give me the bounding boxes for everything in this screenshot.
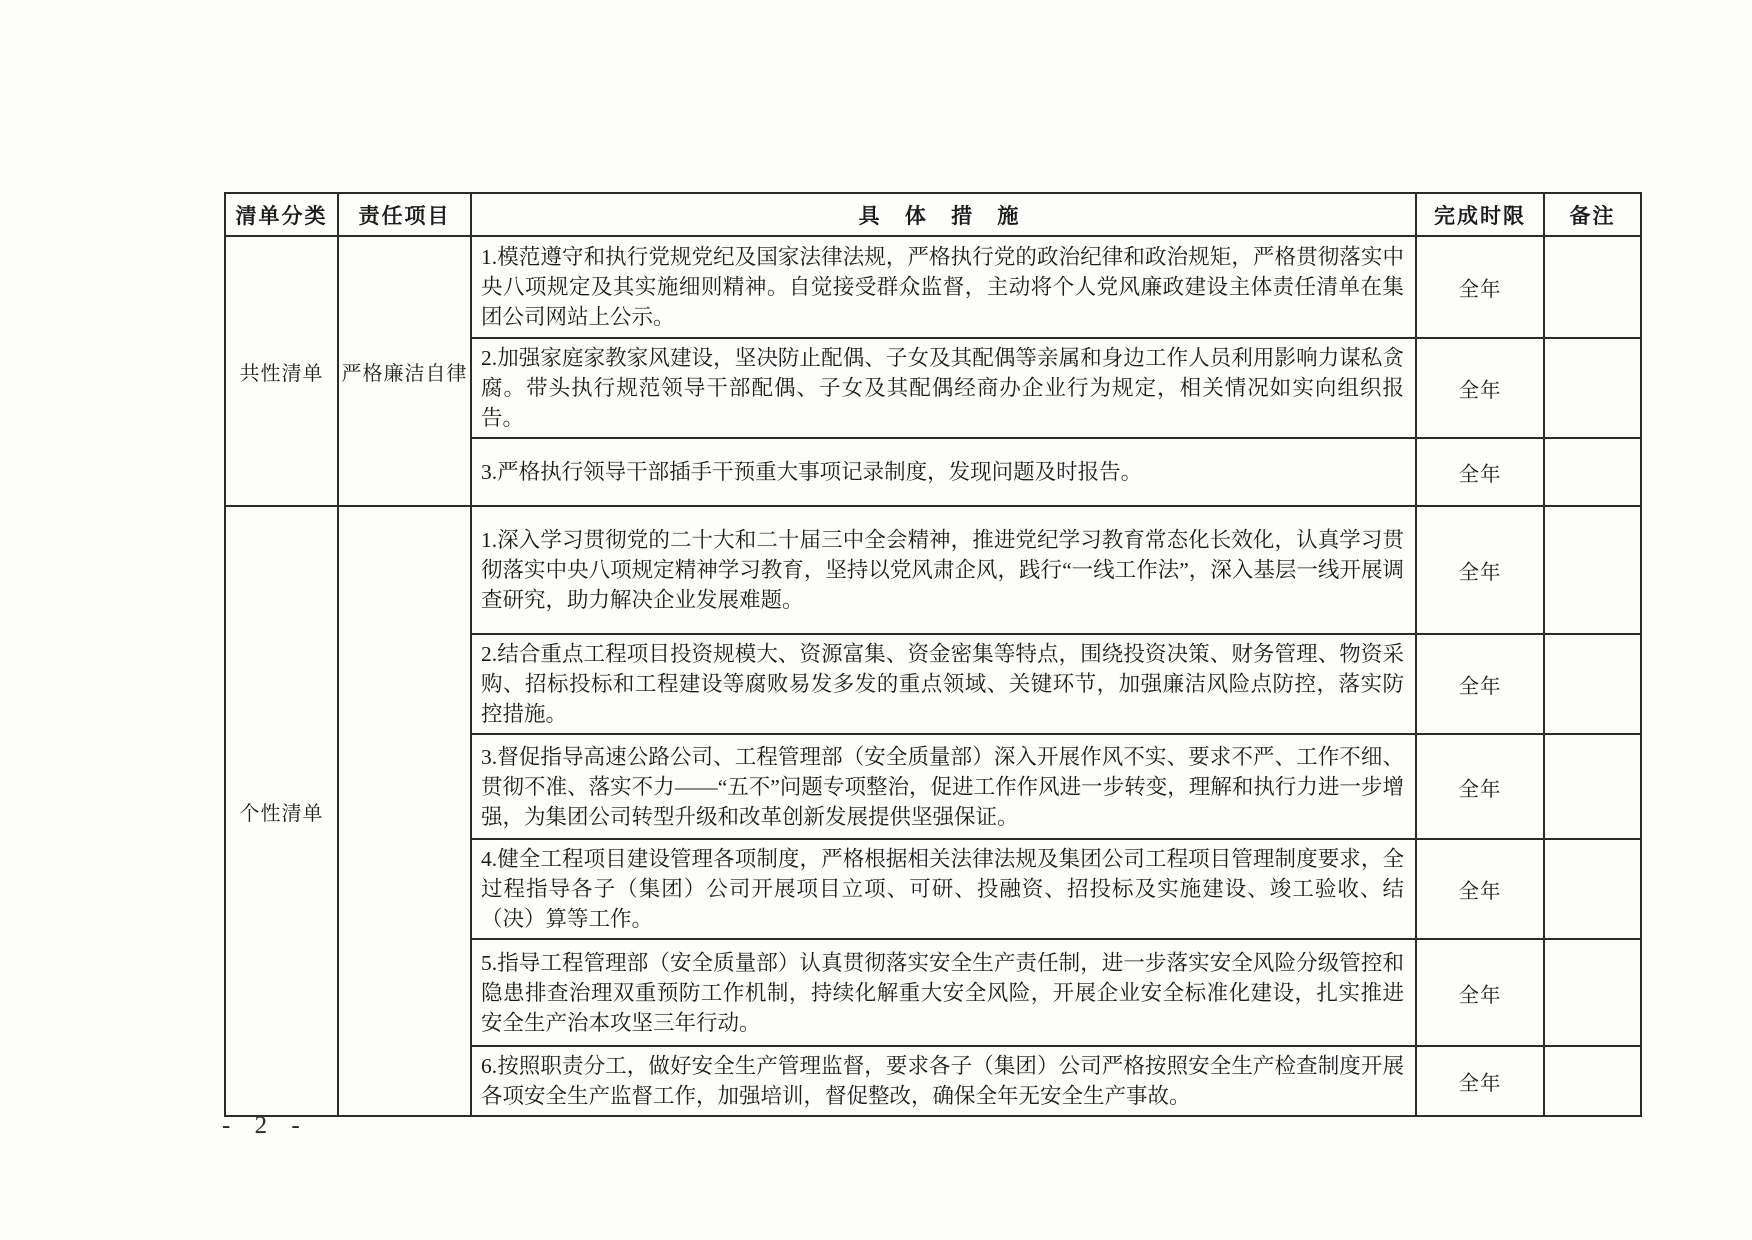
measure-cell: 3.严格执行领导干部插手干预重大事项记录制度，发现问题及时报告。 [471, 438, 1416, 506]
remark-cell [1544, 338, 1641, 438]
remark-cell [1544, 734, 1641, 839]
measure-cell: 2.结合重点工程项目投资规模大、资源富集、资金密集等特点，围绕投资决策、财务管理、物资采购、招标投标和工程建设等腐败易发多发的重点领域、关键环节，加强廉洁风险点防控，落实防控措施。 [471, 634, 1416, 734]
responsibility-list-table [224, 192, 1642, 1117]
measure-cell: 3.督促指导高速公路公司、工程管理部（安全质量部）深入开展作风不实、要求不严、工作不细、贯彻不准、落实不力——“五不”问题专项整治，促进工作作风进一步转变，理解和执行力进一步增强，为集团公司转型升级和改革创新发展提供坚强保证。 [471, 734, 1416, 839]
remark-cell [1544, 438, 1641, 506]
remark-cell [1544, 839, 1641, 939]
header-category: 清单分类 [225, 193, 338, 236]
remark-cell [1544, 236, 1641, 338]
project-cell-integrity: 严格廉洁自律 [338, 236, 471, 506]
table-row [225, 506, 1641, 634]
category-cell-individual: 个性清单 [225, 506, 338, 1116]
deadline-cell: 全年 [1416, 506, 1544, 634]
remark-cell [1544, 506, 1641, 634]
deadline-cell: 全年 [1416, 734, 1544, 839]
remark-cell [1544, 1046, 1641, 1116]
header-project: 责任项目 [338, 193, 471, 236]
category-cell-common: 共性清单 [225, 236, 338, 506]
page-number: - 2 - [222, 1112, 309, 1139]
deadline-cell: 全年 [1416, 338, 1544, 438]
remark-cell [1544, 634, 1641, 734]
header-remark: 备注 [1544, 193, 1641, 236]
table-row [225, 236, 1641, 338]
table-header-row [225, 193, 1641, 236]
project-cell-empty [338, 506, 471, 1116]
measure-cell: 5.指导工程管理部（安全质量部）认真贯彻落实安全生产责任制，进一步落实安全风险分级管控和隐患排查治理双重预防工作机制，持续化解重大安全风险，开展企业安全标准化建设，扎实推进安全生产治本攻坚三年行动。 [471, 939, 1416, 1046]
measure-cell: 4.健全工程项目建设管理各项制度，严格根据相关法律法规及集团公司工程项目管理制度要求，全过程指导各子（集团）公司开展项目立项、可研、投融资、招投标及实施建设、竣工验收、结（决）算等工作。 [471, 839, 1416, 939]
deadline-cell: 全年 [1416, 438, 1544, 506]
deadline-cell: 全年 [1416, 839, 1544, 939]
header-deadline: 完成时限 [1416, 193, 1544, 236]
measure-cell: 6.按照职责分工，做好安全生产管理监督，要求各子（集团）公司严格按照安全生产检查制度开展各项安全生产监督工作，加强培训，督促整改，确保全年无安全生产事故。 [471, 1046, 1416, 1116]
measure-cell: 2.加强家庭家教家风建设，坚决防止配偶、子女及其配偶等亲属和身边工作人员利用影响力谋私贪腐。带头执行规范领导干部配偶、子女及其配偶经商办企业行为规定，相关情况如实向组织报告。 [471, 338, 1416, 438]
remark-cell [1544, 939, 1641, 1046]
deadline-cell: 全年 [1416, 1046, 1544, 1116]
deadline-cell: 全年 [1416, 236, 1544, 338]
deadline-cell: 全年 [1416, 939, 1544, 1046]
header-measure: 具 体 措 施 [471, 193, 1416, 236]
deadline-cell: 全年 [1416, 634, 1544, 734]
measure-cell: 1.深入学习贯彻党的二十大和二十届三中全会精神，推进党纪学习教育常态化长效化，认真学习贯彻落实中央八项规定精神学习教育，坚持以党风肃企风，践行“一线工作法”，深入基层一线开展调查研究，助力解决企业发展难题。 [471, 506, 1416, 634]
measure-cell: 1.模范遵守和执行党规党纪及国家法律法规，严格执行党的政治纪律和政治规矩，严格贯彻落实中央八项规定及其实施细则精神。自觉接受群众监督，主动将个人党风廉政建设主体责任清单在集团公司网站上公示。 [471, 236, 1416, 338]
